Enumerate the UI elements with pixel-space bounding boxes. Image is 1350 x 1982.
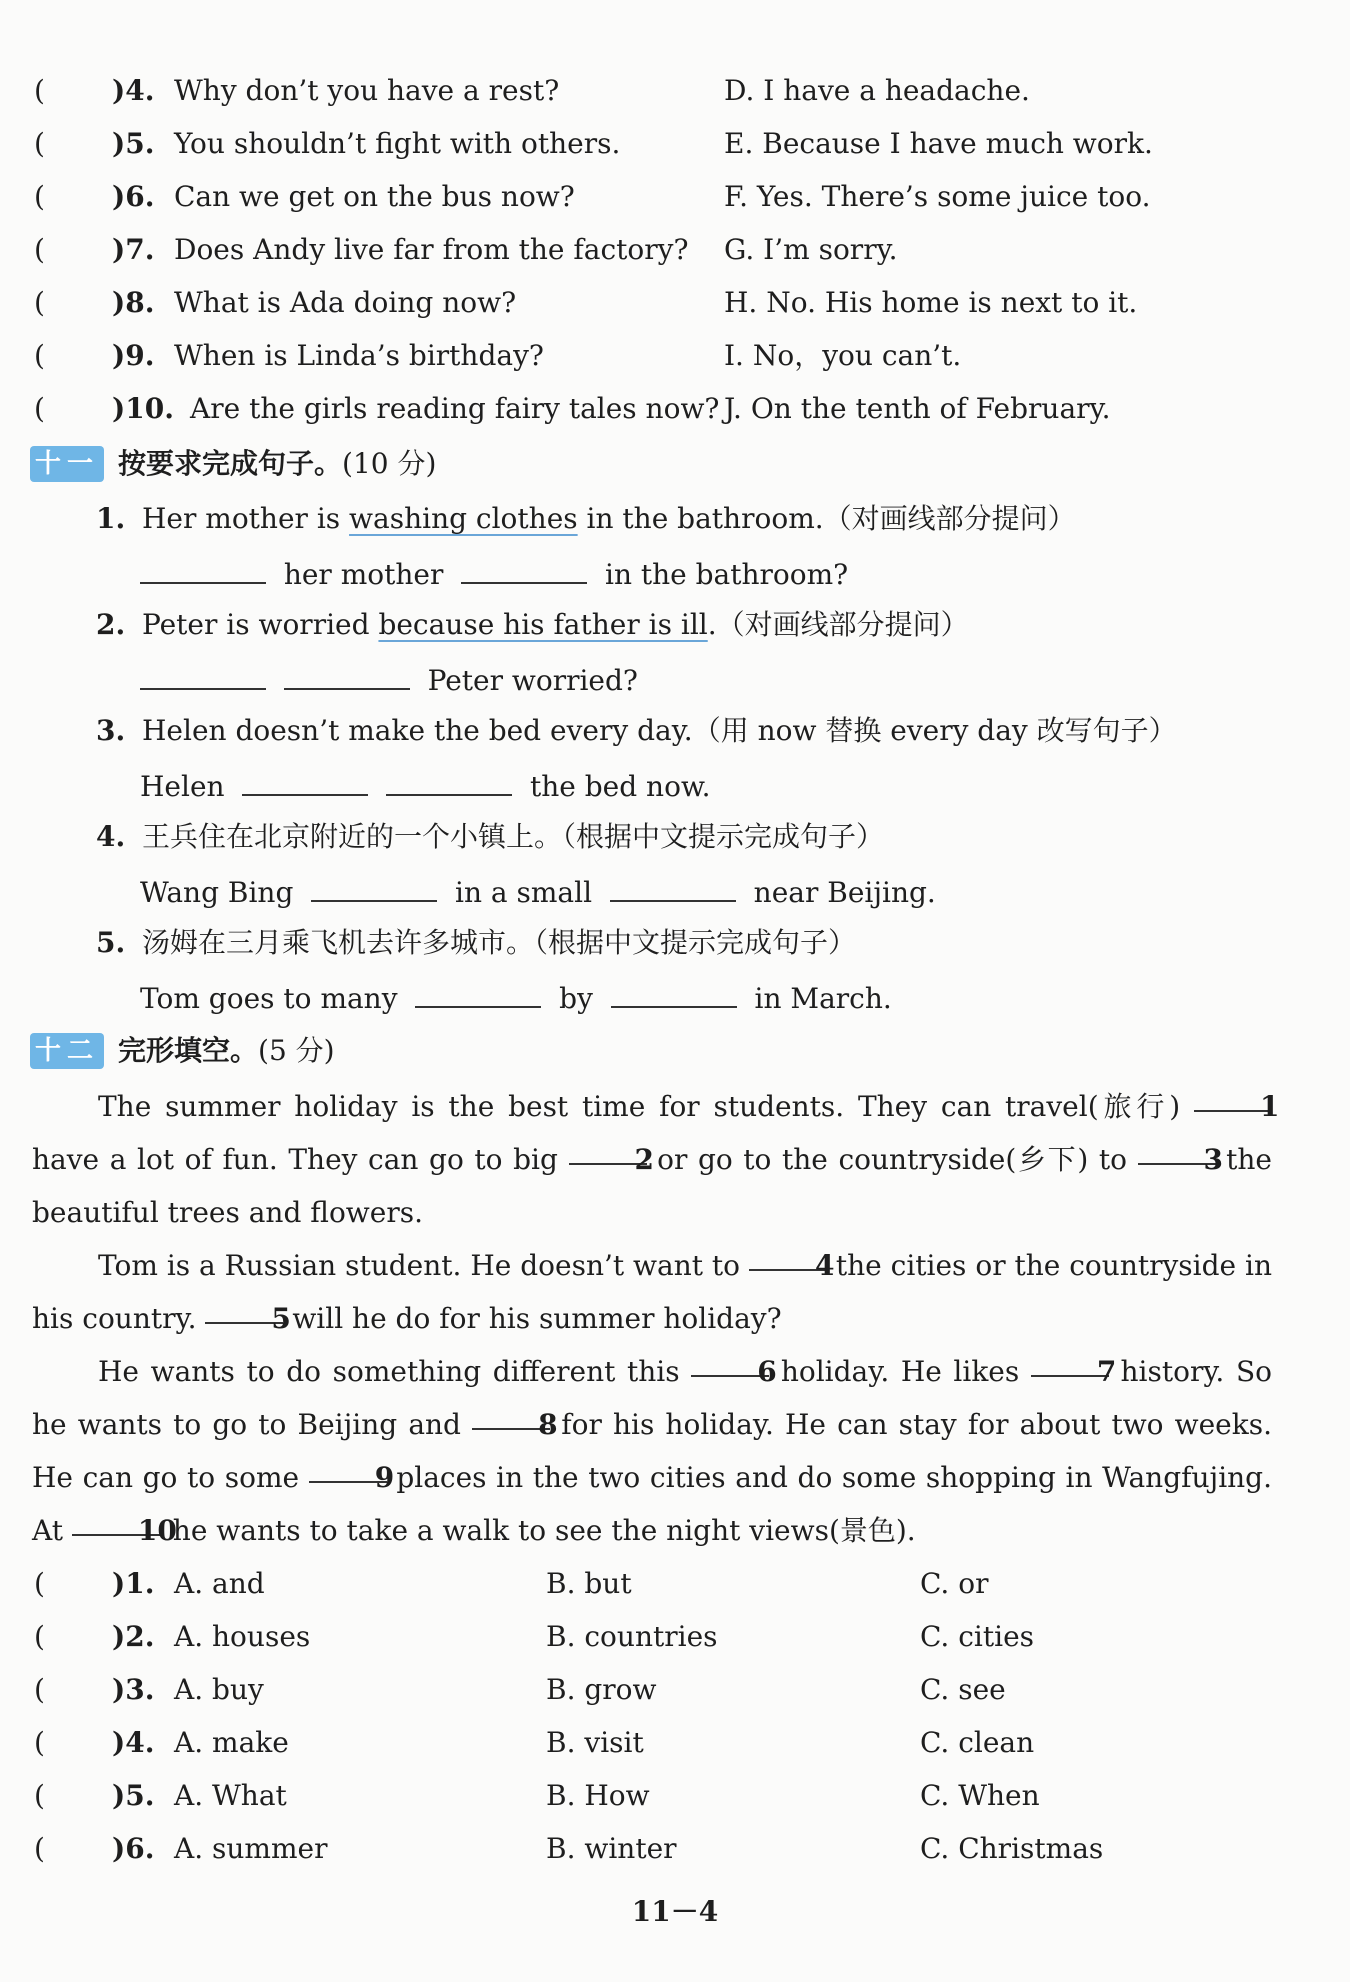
section-header [0, 444, 1350, 484]
page-number: 11－4 [631, 1895, 719, 1928]
section-score: (10 分) [342, 447, 437, 480]
section-header [0, 1031, 1350, 1071]
question-number: )4. [112, 1726, 155, 1759]
passage-text: have a lot of fun. They can go to big [32, 1143, 558, 1176]
text-part: Peter worried? [427, 664, 638, 697]
answer-line-content [140, 764, 711, 807]
passage-text: for his holiday. He can stay for about two weeks. He can go to some [32, 1408, 1272, 1494]
answer-paren[interactable]: ( [34, 127, 45, 160]
question-number: )2. [112, 1620, 155, 1653]
option-c: C. Christmas [920, 1832, 1104, 1865]
question-number: )4. [112, 74, 155, 107]
answer-blank[interactable] [140, 552, 266, 584]
answer-line [0, 870, 1350, 910]
matching-row [0, 124, 1350, 164]
section-title [118, 1031, 335, 1071]
answer-paren[interactable]: ( [34, 1673, 45, 1706]
cloze-blank[interactable]: 5 [205, 1292, 283, 1324]
answer-blank[interactable] [284, 658, 410, 690]
question-number: )1. [112, 1567, 155, 1600]
section-title-text: 完形填空。 [118, 1034, 259, 1067]
cloze-blank[interactable]: 10 [72, 1504, 164, 1536]
answer-option: G. I’m sorry. [724, 233, 898, 266]
matching-row [0, 177, 1350, 217]
passage-text: he wants to take a walk to see the night views(景色). [172, 1514, 916, 1547]
question-number: )9. [112, 339, 155, 372]
cloze-paragraph-3 [32, 1345, 1272, 1557]
option-b: B. How [546, 1779, 650, 1812]
answer-line [0, 658, 1350, 698]
cloze-blank[interactable]: 9 [309, 1451, 387, 1483]
answer-option: J. On the tenth of February. [724, 392, 1111, 425]
item-text [142, 605, 969, 645]
option-row [0, 1564, 1350, 1604]
option-c: C. clean [920, 1726, 1035, 1759]
passage-text: Tom is a Russian student. He doesn’t want to [98, 1249, 741, 1282]
answer-line [0, 764, 1350, 804]
answer-paren[interactable]: ( [34, 1726, 45, 1759]
text-part: Her mother is [142, 502, 350, 535]
cloze-blank[interactable]: 3 [1138, 1133, 1216, 1165]
question-number: )7. [112, 233, 155, 266]
passage-text: history. So he wants to go to Beijing and [32, 1355, 1272, 1441]
answer-line-content [140, 658, 638, 701]
passage-text: or go to the countryside(乡下) to [657, 1143, 1127, 1176]
matching-row [0, 336, 1350, 376]
question-number: )10. [112, 392, 174, 425]
answer-option: D. I have a headache. [724, 74, 1030, 107]
cloze-blank[interactable]: 4 [749, 1239, 827, 1271]
cloze-paragraph-2 [32, 1239, 1272, 1345]
underlined-text: washing clothes [349, 502, 578, 535]
text-part: Wang Bing [140, 876, 294, 909]
cloze-blank[interactable]: 1 [1194, 1080, 1272, 1112]
item-number: 5. [96, 926, 126, 959]
text-part: Helen [140, 770, 225, 803]
answer-blank[interactable] [242, 764, 368, 796]
text-part: in the bathroom? [604, 558, 849, 591]
answer-line [0, 976, 1350, 1016]
text-part: the bed now. [529, 770, 711, 803]
answer-option: I. No，you can’t. [724, 339, 962, 372]
passage-text: will he do for his summer holiday? [292, 1302, 782, 1335]
option-row [0, 1617, 1350, 1657]
passage-text: the cities or the countryside in his country. [32, 1249, 1273, 1335]
task-item-2 [0, 605, 1350, 645]
answer-paren[interactable]: ( [34, 1832, 45, 1865]
answer-blank[interactable] [461, 552, 587, 584]
passage-text: the beautiful trees and flowers. [32, 1143, 1272, 1229]
question-text: When is Linda’s birthday? [174, 339, 544, 372]
text-part: in March. [754, 982, 892, 1015]
item-text: Helen doesn’t make the bed every day.（用 now 替换 every day 改写句子） [142, 714, 1177, 747]
question-text: What is Ada doing now? [174, 286, 517, 319]
section-number-badge: 十一 [30, 446, 104, 482]
option-c: C. cities [920, 1620, 1035, 1653]
question-number: )5. [112, 1779, 155, 1812]
question-number: )6. [112, 1832, 155, 1865]
question-text: Can we get on the bus now? [174, 180, 575, 213]
passage-text: He wants to do something different this [98, 1355, 680, 1388]
section-title-text: 按要求完成句子。 [118, 447, 343, 480]
item-text [142, 499, 1076, 539]
answer-paren[interactable]: ( [34, 286, 45, 319]
item-text: 汤姆在三月乘飞机去许多城市。（根据中文提示完成句子） [142, 926, 857, 959]
option-a: A. houses [174, 1620, 311, 1653]
option-a: A. buy [174, 1673, 264, 1706]
answer-line-content [140, 870, 936, 913]
option-c: C. When [920, 1779, 1040, 1812]
item-text: 王兵住在北京附近的一个小镇上。（根据中文提示完成句子） [142, 820, 885, 853]
option-a: A. What [174, 1779, 287, 1812]
text-part: in the bathroom.（对画线部分提问） [577, 502, 1076, 535]
option-row [0, 1776, 1350, 1816]
passage-text: places in the two cities and do some shopping in Wangfujing. At [32, 1461, 1273, 1547]
matching-row [0, 230, 1350, 270]
option-c: C. see [920, 1673, 1006, 1706]
question-text: Why don’t you have a rest? [174, 74, 560, 107]
section-score: (5 分) [258, 1034, 335, 1067]
option-b: B. winter [546, 1832, 677, 1865]
answer-paren[interactable]: ( [34, 339, 45, 372]
option-c: C. or [920, 1567, 989, 1600]
answer-blank[interactable] [386, 764, 512, 796]
option-b: B. countries [546, 1620, 718, 1653]
matching-row [0, 71, 1350, 111]
text-part: .（对画线部分提问） [707, 608, 969, 641]
question-number: )6. [112, 180, 155, 213]
question-text: Are the girls reading fairy tales now? [190, 392, 720, 425]
answer-paren[interactable]: ( [34, 1779, 45, 1812]
answer-paren[interactable]: ( [34, 233, 45, 266]
item-number: 1. [96, 502, 126, 535]
answer-line-content [140, 552, 848, 595]
underlined-text: because his father is ill [378, 608, 708, 641]
answer-line-content [140, 976, 892, 1019]
question-text: Does Andy live far from the factory? [174, 233, 689, 266]
question-number: )3. [112, 1673, 155, 1706]
cloze-blank[interactable]: 6 [691, 1345, 769, 1377]
answer-option: F. Yes. There’s some juice too. [724, 180, 1151, 213]
text-part: near Beijing. [753, 876, 936, 909]
option-row [0, 1723, 1350, 1763]
matching-row [0, 283, 1350, 323]
passage-text: holiday. He likes [780, 1355, 1020, 1388]
question-number: )8. [112, 286, 155, 319]
answer-paren[interactable]: ( [34, 1620, 45, 1653]
text-part: in a small [455, 876, 593, 909]
answer-blank[interactable] [611, 976, 737, 1008]
answer-blank[interactable] [311, 870, 437, 902]
option-b: B. but [546, 1567, 632, 1600]
task-item-4 [0, 817, 1350, 857]
answer-paren[interactable]: ( [34, 1567, 45, 1600]
task-item-1 [0, 499, 1350, 539]
answer-paren[interactable]: ( [34, 74, 45, 107]
question-text: You shouldn’t fight with others. [174, 127, 621, 160]
text-part: by [559, 982, 593, 1015]
section-title [118, 444, 436, 484]
answer-option: E. Because I have much work. [724, 127, 1153, 160]
answer-blank[interactable] [610, 870, 736, 902]
answer-blank[interactable] [415, 976, 541, 1008]
option-b: B. grow [546, 1673, 657, 1706]
question-number: )5. [112, 127, 155, 160]
option-b: B. visit [546, 1726, 644, 1759]
cloze-paragraph-1 [32, 1080, 1280, 1239]
option-row [0, 1670, 1350, 1710]
section-number-badge: 十二 [30, 1033, 104, 1069]
text-part: Peter is worried [142, 608, 379, 641]
answer-blank[interactable] [140, 658, 266, 690]
task-item-5 [0, 923, 1350, 963]
text-part: her mother [283, 558, 444, 591]
answer-line [0, 552, 1350, 592]
answer-paren[interactable]: ( [34, 392, 45, 425]
item-number: 2. [96, 608, 126, 641]
option-row [0, 1829, 1350, 1869]
answer-option: H. No. His home is next to it. [724, 286, 1138, 319]
item-number: 3. [96, 714, 126, 747]
option-a: A. make [174, 1726, 289, 1759]
item-number: 4. [96, 820, 126, 853]
text-part: Tom goes to many [140, 982, 398, 1015]
answer-paren[interactable]: ( [34, 180, 45, 213]
cloze-blank[interactable]: 8 [472, 1398, 550, 1430]
passage-text: The summer holiday is the best time for students. They can travel(旅行) [98, 1090, 1181, 1123]
task-item-3 [0, 711, 1350, 751]
cloze-blank[interactable]: 7 [1031, 1345, 1109, 1377]
option-a: A. and [174, 1567, 265, 1600]
matching-row [0, 389, 1350, 429]
option-a: A. summer [174, 1832, 328, 1865]
cloze-blank[interactable]: 2 [569, 1133, 647, 1165]
